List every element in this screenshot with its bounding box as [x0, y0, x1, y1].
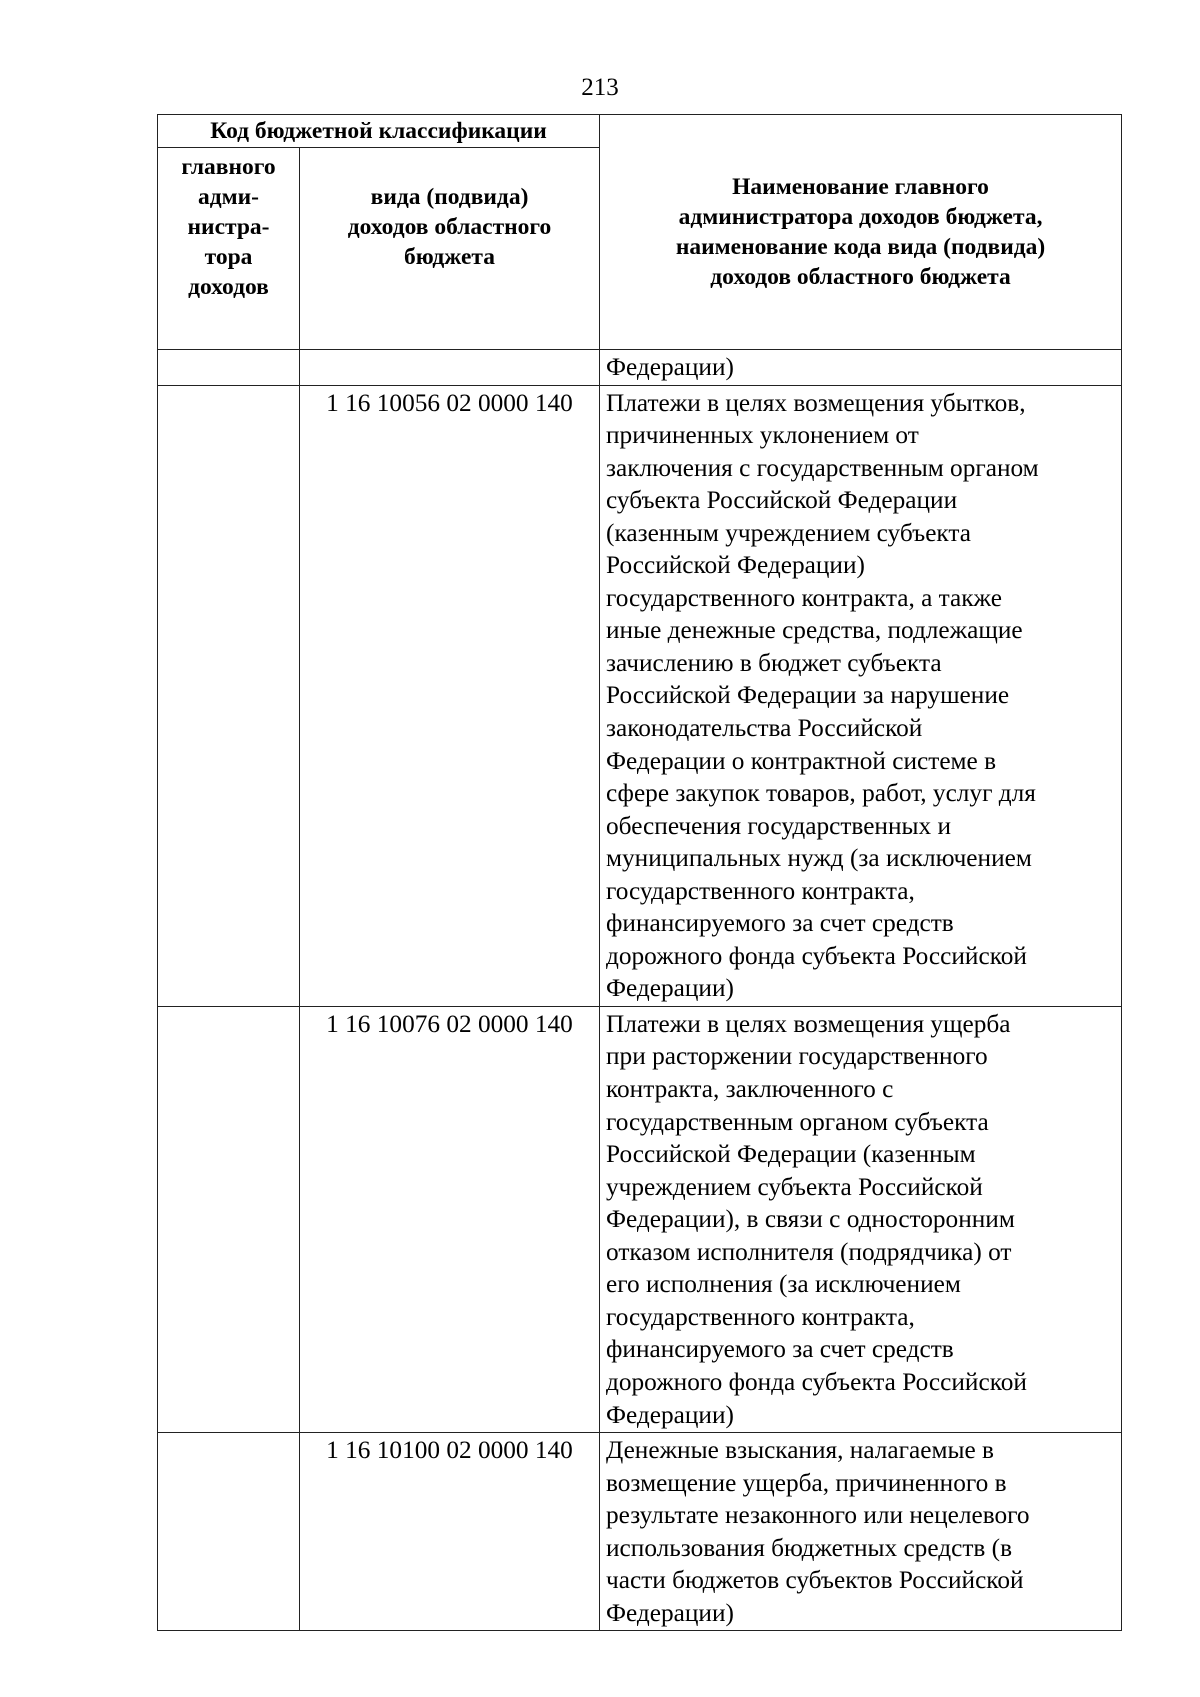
name-line: при расторжении государственного	[606, 1042, 988, 1071]
admin-cell	[158, 1006, 300, 1432]
name-cell	[600, 1433, 1122, 1631]
code-cell: 1 16 10056 02 0000 140	[300, 385, 600, 1006]
name-cell	[600, 385, 1122, 1006]
name-line: заключения с государственным органом	[606, 453, 1039, 482]
name-line: Федерации)	[606, 353, 734, 381]
header-admin-col	[158, 148, 300, 350]
table-row	[158, 1433, 1122, 1631]
code-cell: 1 16 10076 02 0000 140	[300, 1006, 600, 1432]
header-kind-line: доходов областного	[347, 214, 552, 240]
name-line: государственного контракта, а также	[606, 583, 1002, 612]
name-line: Российской Федерации за нарушение	[606, 681, 1010, 710]
name-line: законодательства Российской	[606, 714, 923, 743]
header-name-line: наименование кода вида (подвида)	[675, 234, 1046, 260]
name-line: иные денежные средства, подлежащие	[606, 616, 1023, 645]
name-line: причиненных уклонением от	[606, 421, 919, 450]
header-kind-line: вида (подвида)	[370, 184, 529, 210]
name-line: (казенным учреждением субъекта	[606, 518, 971, 547]
header-admin-line: главного	[181, 154, 276, 180]
admin-cell	[158, 385, 300, 1006]
name-line: субъекта Российской Федерации	[606, 486, 958, 515]
header-name-line: доходов областного бюджета	[710, 264, 1011, 290]
name-line: Федерации), в связи с односторонним	[606, 1205, 1015, 1234]
header-name-line: администратора доходов бюджета,	[678, 204, 1043, 230]
name-line: государственного контракта,	[606, 1302, 915, 1331]
name-line: Федерации)	[606, 1400, 734, 1429]
name-line: части бюджетов субъектов Российской	[606, 1566, 1024, 1595]
budget-classification-table	[157, 114, 1122, 1631]
name-line: Федерации)	[606, 974, 734, 1003]
name-line: использования бюджетных средств (в	[606, 1533, 1013, 1562]
name-line: учреждением субъекта Российской	[606, 1172, 983, 1201]
name-line: сфере закупок товаров, работ, услуг для	[606, 779, 1036, 808]
table-body	[158, 385, 1122, 1631]
name-line: контракта, заключенного с	[606, 1075, 894, 1104]
name-line: возмещение ущерба, причиненного в	[606, 1468, 1007, 1497]
name-line: финансируемого за счет средств	[606, 909, 954, 938]
table-row-continuation	[158, 350, 1122, 386]
header-group-label: Код бюджетной классификации	[158, 115, 600, 148]
header-admin-line: адми-	[197, 184, 259, 210]
code-cell: 1 16 10100 02 0000 140	[300, 1433, 600, 1631]
header-admin-line: доходов	[188, 274, 269, 300]
name-line: Российской Федерации)	[606, 551, 865, 580]
name-line: результате незаконного или нецелевого	[606, 1501, 1030, 1530]
name-line: государственным органом субъекта	[606, 1107, 989, 1136]
header-kind-line: бюджета	[404, 244, 495, 270]
admin-cell	[158, 350, 300, 386]
table-row	[158, 1006, 1122, 1432]
name-line: его исполнения (за исключением	[606, 1270, 961, 1299]
name-line: государственного контракта,	[606, 876, 915, 905]
name-cell	[600, 1006, 1122, 1432]
name-line: отказом исполнителя (подрядчика) от	[606, 1237, 1012, 1266]
header-name-col	[600, 115, 1122, 350]
header-admin-line: тора	[204, 244, 253, 270]
admin-cell	[158, 1433, 300, 1631]
header-kind-col	[300, 148, 600, 350]
name-cell	[600, 350, 1122, 386]
header-admin-line: нистра-	[187, 214, 270, 240]
name-line: Российской Федерации (казенным	[606, 1140, 976, 1169]
name-line: Федерации о контрактной системе в	[606, 746, 997, 775]
name-line: Платежи в целях возмещения ущерба	[606, 1009, 1011, 1038]
name-line: дорожного фонда субъекта Российской	[606, 1367, 1027, 1396]
name-line: зачислению в бюджет субъекта	[606, 648, 942, 677]
header-name-line: Наименование главного	[732, 174, 989, 200]
name-line: Денежные взыскания, налагаемые в	[606, 1436, 994, 1465]
name-line: Платежи в целях возмещения убытков,	[606, 388, 1026, 417]
name-line: дорожного фонда субъекта Российской	[606, 941, 1027, 970]
name-line: муниципальных нужд (за исключением	[606, 844, 1032, 873]
page-number: 213	[581, 74, 619, 101]
table-row	[158, 385, 1122, 1006]
name-line: финансируемого за счет средств	[606, 1335, 954, 1364]
name-line: обеспечения государственных и	[606, 811, 952, 840]
code-cell	[300, 350, 600, 386]
name-line: Федерации)	[606, 1598, 734, 1627]
